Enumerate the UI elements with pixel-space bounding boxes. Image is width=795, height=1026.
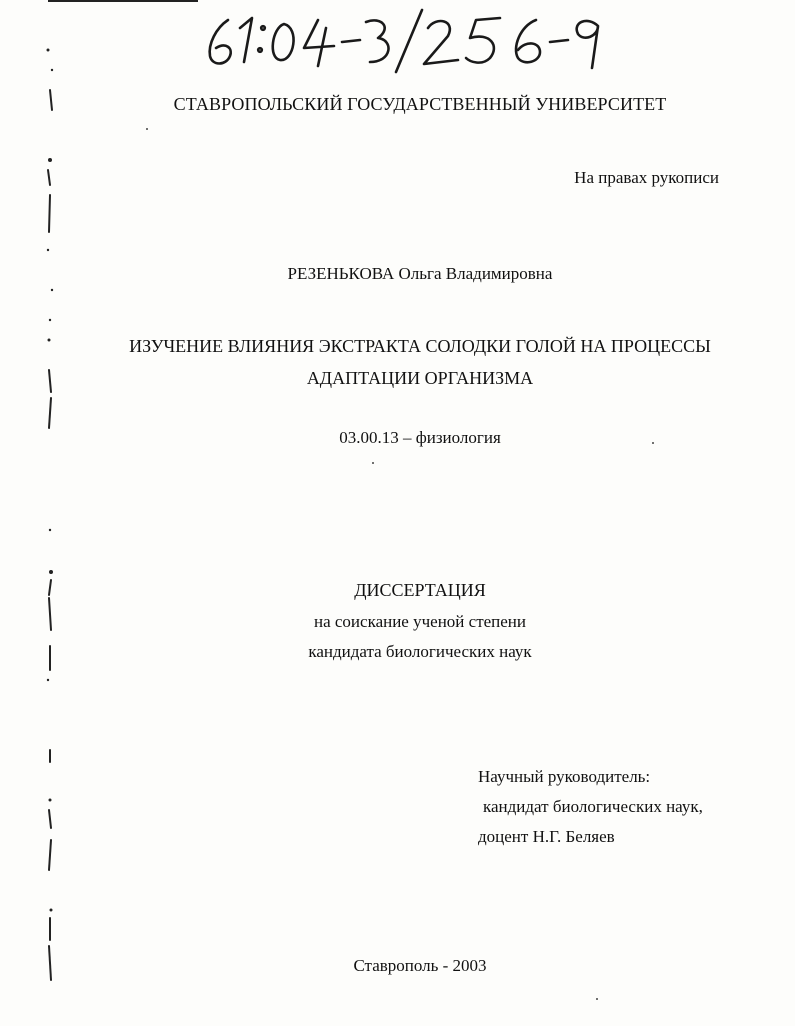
university-name: СТАВРОПОЛЬСКИЙ ГОСУДАРСТВЕННЫЙ УНИВЕРСИТЕТ [173, 94, 667, 114]
dissertation-title-line-1: ИЗУЧЕНИЕ ВЛИЯНИЯ ЭКСТРАКТА СОЛОДКИ ГОЛОЙ НА ПРОЦЕССЫ [129, 336, 711, 356]
scan-speck [652, 442, 654, 444]
degree-line-1: на соискание ученой степени [313, 612, 527, 631]
dissertation-title-line-2: АДАПТАЦИИ ОРГАНИЗМА [306, 368, 534, 388]
degree-line-2: кандидата биологических наук [308, 642, 532, 661]
handwritten-archive-code [200, 6, 620, 76]
scan-speck [146, 128, 148, 130]
supervisor-degree: кандидат биологических наук, [483, 797, 703, 816]
supervisor-name: доцент Н.Г. Беляев [478, 827, 615, 846]
specialty-code: 03.00.13 – физиология [339, 428, 501, 447]
supervisor-label: Научный руководитель: [478, 767, 651, 786]
scan-speck [372, 462, 374, 464]
author-name: РЕЗЕНЬКОВА Ольга Владимировна [287, 264, 553, 283]
supervisor-block [478, 762, 703, 852]
scan-speck [596, 998, 598, 1000]
top-edge-rule [48, 0, 198, 2]
binding-margin-marks [30, 10, 70, 1020]
rights-note: На правах рукописи [574, 168, 719, 187]
city-year: Ставрополь - 2003 [353, 956, 487, 975]
dissertation-label: ДИССЕРТАЦИЯ [354, 580, 486, 600]
